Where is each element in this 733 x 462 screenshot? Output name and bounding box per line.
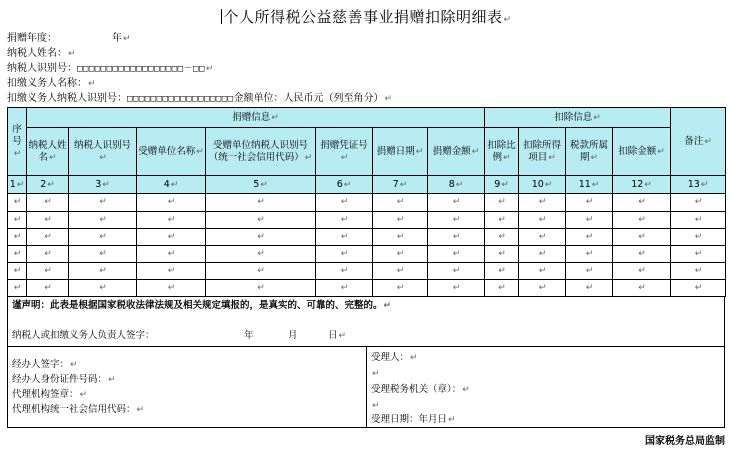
table-cell[interactable]: ↵ xyxy=(316,194,373,211)
table-cell[interactable]: ↵ xyxy=(27,228,69,245)
column-header-row xyxy=(8,128,726,176)
form-title-text: 个人所得税公益慈善事业捐赠扣除明细表 xyxy=(223,8,503,26)
table-cell[interactable]: ↵ xyxy=(316,262,373,279)
signature-label: 纳税人或扣缴义务人负责人签字： xyxy=(12,330,155,341)
table-cell[interactable]: ↵ xyxy=(485,262,519,279)
table-body xyxy=(8,194,726,297)
remark-header: 备注↵ xyxy=(671,108,726,176)
table-cell[interactable]: ↵ xyxy=(69,245,137,262)
table-cell[interactable]: ↵ xyxy=(428,245,485,262)
table-cell[interactable]: ↵ xyxy=(519,245,566,262)
table-cell[interactable]: ↵ xyxy=(206,262,316,279)
table-cell[interactable]: ↵ xyxy=(373,194,428,211)
signature-year: 年 xyxy=(244,330,254,341)
table-cell[interactable]: ↵ xyxy=(8,279,27,296)
col-number: 1↵ xyxy=(8,176,27,194)
tax-office-blank: ↵ xyxy=(372,401,380,411)
table-cell[interactable]: ↵ xyxy=(69,279,137,296)
col-header: 受赠单位名称↵ xyxy=(137,128,206,176)
table-cell[interactable]: ↵ xyxy=(671,262,726,279)
table-cell[interactable]: ↵ xyxy=(8,211,27,228)
receiver-blank: ↵ xyxy=(372,369,380,379)
table-cell[interactable]: ↵ xyxy=(566,279,613,296)
donation-year-label: 捐赠年度： xyxy=(7,33,57,44)
col-header: 捐赠凭证号↵ xyxy=(316,128,373,176)
column-number-row xyxy=(8,176,726,194)
col-header: 受赠单位纳税人识别号（统一社会信用代码）↵ xyxy=(206,128,316,176)
col-number: 9↵ xyxy=(485,176,519,194)
col-number: 8↵ xyxy=(428,176,485,194)
declaration-text: 谨声明：此表是根据国家税收法律法规及相关规定填报的，是真实的、可靠的、完整的。↵ xyxy=(12,300,392,311)
table-cell[interactable]: ↵ xyxy=(566,194,613,211)
table-cell[interactable]: ↵ xyxy=(137,262,206,279)
table-cell[interactable]: ↵ xyxy=(613,279,671,296)
table-cell[interactable]: ↵ xyxy=(671,245,726,262)
col-header: 捐赠金额↵ xyxy=(428,128,485,176)
table-cell[interactable]: ↵ xyxy=(485,211,519,228)
taxpayer-id-boxes[interactable]: □□□□□□□□□□□□□□□□□□－□□ xyxy=(77,64,205,74)
table-cell[interactable]: ↵ xyxy=(8,228,27,245)
table-cell[interactable]: ↵ xyxy=(27,245,69,262)
donation-year-line: 捐赠年度： 年↵ xyxy=(7,33,131,44)
table-cell[interactable]: ↵ xyxy=(566,211,613,228)
table-row xyxy=(8,245,726,262)
table-cell[interactable]: ↵ xyxy=(206,228,316,245)
donation-detail-table xyxy=(7,107,726,297)
table-cell[interactable]: ↵ xyxy=(137,194,206,211)
table-cell[interactable]: ↵ xyxy=(519,262,566,279)
col-number: 3↵ xyxy=(69,176,137,194)
col-number: 2↵ xyxy=(27,176,69,194)
col-number: 11↵ xyxy=(566,176,613,194)
col-number: 12↵ xyxy=(613,176,671,194)
table-row xyxy=(8,194,726,211)
table-cell[interactable]: ↵ xyxy=(613,211,671,228)
table-row xyxy=(8,228,726,245)
table-cell[interactable]: ↵ xyxy=(613,228,671,245)
table-cell[interactable]: ↵ xyxy=(27,211,69,228)
table-cell[interactable]: ↵ xyxy=(566,228,613,245)
table-cell[interactable]: ↵ xyxy=(519,279,566,296)
col-number: 13↵ xyxy=(671,176,726,194)
table-cell[interactable]: ↵ xyxy=(428,279,485,296)
table-cell[interactable]: ↵ xyxy=(316,279,373,296)
table-cell[interactable]: ↵ xyxy=(485,245,519,262)
table-cell[interactable]: ↵ xyxy=(613,194,671,211)
receiver: 受理人：↵ xyxy=(371,352,418,363)
table-cell[interactable]: ↵ xyxy=(316,211,373,228)
table-cell[interactable]: ↵ xyxy=(428,228,485,245)
signature-month: 月 xyxy=(288,330,298,341)
receiver-box xyxy=(366,346,725,428)
table-row xyxy=(8,262,726,279)
table-cell[interactable]: ↵ xyxy=(373,211,428,228)
col-number: 4↵ xyxy=(137,176,206,194)
donation-year-unit: 年 xyxy=(112,33,122,44)
col-number: 7↵ xyxy=(373,176,428,194)
table-cell[interactable]: ↵ xyxy=(613,262,671,279)
table-cell[interactable]: ↵ xyxy=(69,194,137,211)
table-cell[interactable]: ↵ xyxy=(671,211,726,228)
table-cell[interactable]: ↵ xyxy=(519,228,566,245)
table-cell[interactable]: ↵ xyxy=(8,262,27,279)
donation-info-header: 捐赠信息↵ xyxy=(27,108,485,128)
table-cell[interactable]: ↵ xyxy=(8,194,27,211)
col-header: 捐赠日期↵ xyxy=(373,128,428,176)
table-cell[interactable]: ↵ xyxy=(69,211,137,228)
withholder-name-line: 扣缴义务人名称：↵ xyxy=(7,78,96,89)
table-cell[interactable]: ↵ xyxy=(671,279,726,296)
table-cell[interactable]: ↵ xyxy=(671,194,726,211)
table-cell[interactable]: ↵ xyxy=(137,245,206,262)
table-cell[interactable]: ↵ xyxy=(373,279,428,296)
table-row xyxy=(8,211,726,228)
agent-id: 经办人身份证件号码：↵ xyxy=(12,374,116,385)
table-cell[interactable]: ↵ xyxy=(519,194,566,211)
table-cell[interactable]: ↵ xyxy=(428,262,485,279)
agency-code: 代理机构统一社会信用代码：↵ xyxy=(12,404,145,415)
table-cell[interactable]: ↵ xyxy=(373,245,428,262)
signature-line xyxy=(12,330,155,342)
col-number: 5↵ xyxy=(206,176,316,194)
table-cell[interactable]: ↵ xyxy=(27,279,69,296)
issuer-mark: 国家税务总局监制 xyxy=(645,436,725,447)
agent-box xyxy=(7,346,367,428)
col-header: 扣除比例↵ xyxy=(485,128,519,176)
col-header: 扣除金额↵ xyxy=(613,128,671,176)
taxpayer-name-line: 纳税人姓名：↵ xyxy=(7,48,76,59)
col-header: 税款所属期↵ xyxy=(566,128,613,176)
table-cell[interactable]: ↵ xyxy=(613,245,671,262)
table-cell[interactable]: ↵ xyxy=(69,262,137,279)
table-cell[interactable]: ↵ xyxy=(485,228,519,245)
taxpayer-name-label: 纳税人姓名： xyxy=(7,48,67,59)
table-cell[interactable]: ↵ xyxy=(69,228,137,245)
table-cell[interactable]: ↵ xyxy=(373,228,428,245)
col-number: 6↵ xyxy=(316,176,373,194)
seq-header: 序号↵ xyxy=(8,108,27,176)
table-cell[interactable]: ↵ xyxy=(373,262,428,279)
form-title xyxy=(0,6,733,27)
amount-unit: 金额单位：人民币元（列至角分） xyxy=(233,93,384,104)
table-cell[interactable]: ↵ xyxy=(519,211,566,228)
withholder-id-label: 扣缴义务人纳税人识别号： xyxy=(7,93,127,104)
withholder-id-line: 扣缴义务人纳税人识别号：□□□□□□□□□□□□□□□□□□金额单位：人民币元（列至角分）↵ xyxy=(7,93,393,104)
taxpayer-id-label: 纳税人识别号： xyxy=(7,63,77,74)
table-cell[interactable]: ↵ xyxy=(428,194,485,211)
table-cell[interactable]: ↵ xyxy=(8,245,27,262)
table-cell[interactable]: ↵ xyxy=(428,211,485,228)
withholder-id-boxes[interactable]: □□□□□□□□□□□□□□□□□□ xyxy=(127,94,234,104)
table-cell[interactable]: ↵ xyxy=(137,228,206,245)
col-header: 纳税人姓名↵ xyxy=(27,128,69,176)
table-row xyxy=(8,279,726,296)
table-cell[interactable]: ↵ xyxy=(206,194,316,211)
table-cell[interactable]: ↵ xyxy=(316,245,373,262)
withholder-name-label: 扣缴义务人名称： xyxy=(7,78,87,89)
table-cell[interactable]: ↵ xyxy=(27,194,69,211)
table-cell[interactable]: ↵ xyxy=(566,245,613,262)
footer-section xyxy=(7,296,725,428)
agency-seal: 代理机构签章：↵ xyxy=(12,389,88,400)
signature-day: 日↵ xyxy=(328,330,347,341)
tax-office: 受理税务机关（章）：↵ xyxy=(371,384,470,395)
table-cell[interactable]: ↵ xyxy=(206,279,316,296)
declaration-box xyxy=(7,296,725,347)
col-header: 纳税人识别号↵ xyxy=(69,128,137,176)
table-cell[interactable]: ↵ xyxy=(206,245,316,262)
table-cell[interactable]: ↵ xyxy=(485,279,519,296)
table-cell[interactable]: ↵ xyxy=(27,262,69,279)
deduction-info-header: 扣除信息↵ xyxy=(485,108,671,128)
table-cell[interactable]: ↵ xyxy=(137,211,206,228)
receive-date: 受理日期：年月日↵ xyxy=(371,414,456,425)
table-cell[interactable]: ↵ xyxy=(485,194,519,211)
table-cell[interactable]: ↵ xyxy=(137,279,206,296)
agent-sign: 经办人签字：↵ xyxy=(12,359,78,370)
col-number: 10↵ xyxy=(519,176,566,194)
table-cell[interactable]: ↵ xyxy=(671,228,726,245)
table-cell[interactable]: ↵ xyxy=(566,262,613,279)
taxpayer-id-line: 纳税人识别号：□□□□□□□□□□□□□□□□□□－□□↵ xyxy=(7,63,214,74)
col-header: 扣除所得项目↵ xyxy=(519,128,566,176)
table-cell[interactable]: ↵ xyxy=(206,211,316,228)
table-cell[interactable]: ↵ xyxy=(316,228,373,245)
paragraph-mark: ↵ xyxy=(503,15,512,25)
